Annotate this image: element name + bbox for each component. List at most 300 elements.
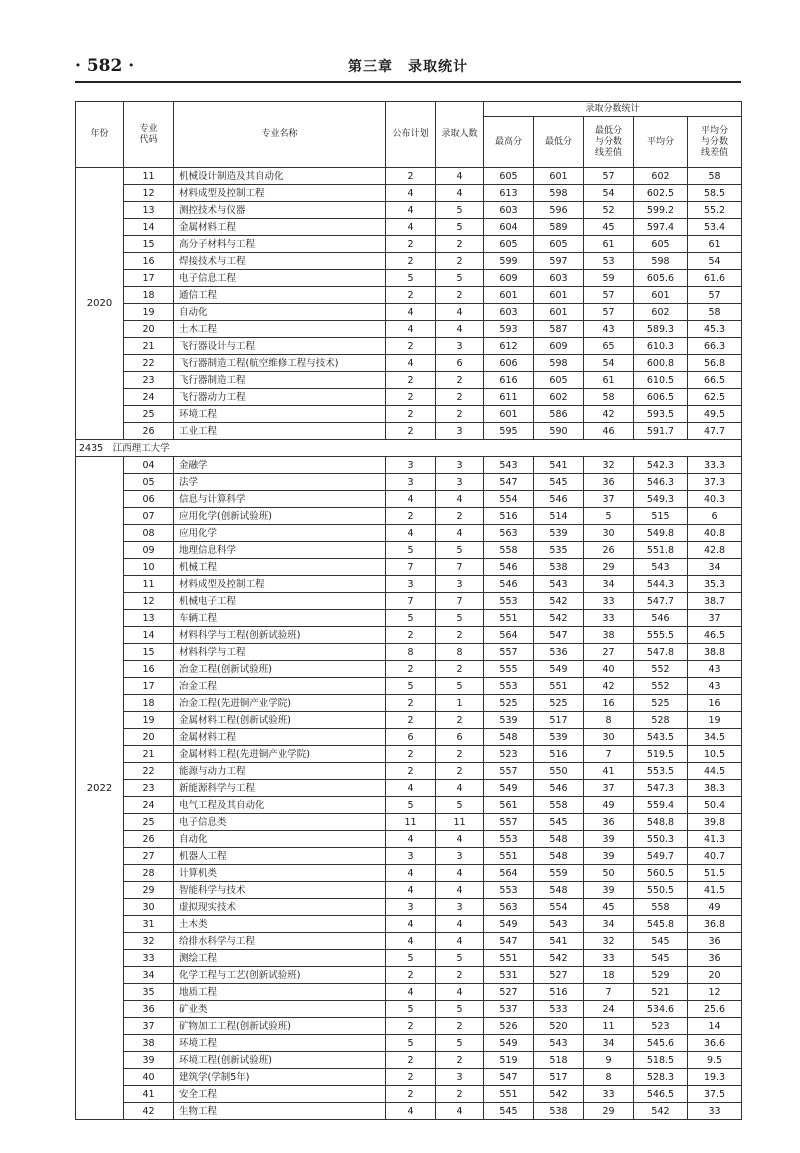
major-code: 31 bbox=[124, 916, 174, 933]
major-name: 金融学 bbox=[174, 457, 386, 474]
min-diff: 61 bbox=[584, 236, 634, 253]
page-header bbox=[75, 52, 741, 82]
major-name: 高分子材料与工程 bbox=[174, 236, 386, 253]
min-diff: 36 bbox=[584, 814, 634, 831]
major-name: 信息与计算科学 bbox=[174, 491, 386, 508]
avg-score: 602.5 bbox=[634, 185, 688, 202]
major-code: 14 bbox=[124, 627, 174, 644]
avg-score: 552 bbox=[634, 661, 688, 678]
major-code: 22 bbox=[124, 763, 174, 780]
enrolled-count: 5 bbox=[436, 610, 484, 627]
table-row bbox=[76, 185, 742, 202]
avg-diff: 61 bbox=[688, 236, 742, 253]
avg-diff: 61.6 bbox=[688, 270, 742, 287]
enrolled-count: 2 bbox=[436, 372, 484, 389]
min-score: 545 bbox=[534, 474, 584, 491]
min-diff: 39 bbox=[584, 848, 634, 865]
max-score: 549 bbox=[484, 780, 534, 797]
max-score: 551 bbox=[484, 610, 534, 627]
table-row bbox=[76, 202, 742, 219]
min-score: 539 bbox=[534, 729, 584, 746]
max-score: 549 bbox=[484, 916, 534, 933]
min-score: 590 bbox=[534, 423, 584, 440]
avg-diff: 35.3 bbox=[688, 576, 742, 593]
table-row bbox=[76, 287, 742, 304]
avg-diff: 54 bbox=[688, 253, 742, 270]
plan-count: 3 bbox=[386, 576, 436, 593]
avg-score: 525 bbox=[634, 695, 688, 712]
avg-score: 529 bbox=[634, 967, 688, 984]
max-score: 612 bbox=[484, 338, 534, 355]
table-row bbox=[76, 304, 742, 321]
min-score: 596 bbox=[534, 202, 584, 219]
enrolled-count: 11 bbox=[436, 814, 484, 831]
major-name: 应用化学 bbox=[174, 525, 386, 542]
enrolled-count: 5 bbox=[436, 542, 484, 559]
major-code: 18 bbox=[124, 695, 174, 712]
major-name: 智能科学与技术 bbox=[174, 882, 386, 899]
major-name: 生物工程 bbox=[174, 1103, 386, 1120]
major-name: 新能源科学与工程 bbox=[174, 780, 386, 797]
avg-diff: 53.4 bbox=[688, 219, 742, 236]
enrolled-count: 4 bbox=[436, 304, 484, 321]
min-score: 516 bbox=[534, 984, 584, 1001]
major-name: 冶金工程(创新试验班) bbox=[174, 661, 386, 678]
max-score: 546 bbox=[484, 576, 534, 593]
header-score-group: 录取分数统计 bbox=[484, 102, 742, 117]
avg-diff: 66.3 bbox=[688, 338, 742, 355]
major-code: 18 bbox=[124, 287, 174, 304]
avg-score: 555.5 bbox=[634, 627, 688, 644]
max-score: 531 bbox=[484, 967, 534, 984]
major-code: 39 bbox=[124, 1052, 174, 1069]
plan-count: 2 bbox=[386, 1052, 436, 1069]
avg-score: 542.3 bbox=[634, 457, 688, 474]
enrolled-count: 3 bbox=[436, 848, 484, 865]
major-name: 能源与动力工程 bbox=[174, 763, 386, 780]
major-name: 虚拟现实技术 bbox=[174, 899, 386, 916]
table-row bbox=[76, 1001, 742, 1018]
major-name: 通信工程 bbox=[174, 287, 386, 304]
major-code: 12 bbox=[124, 593, 174, 610]
max-score: 553 bbox=[484, 678, 534, 695]
major-name: 焊接技术与工程 bbox=[174, 253, 386, 270]
min-diff: 30 bbox=[584, 525, 634, 542]
plan-count: 2 bbox=[386, 746, 436, 763]
header-plan: 公布计划 bbox=[386, 102, 436, 168]
major-code: 19 bbox=[124, 304, 174, 321]
table-row bbox=[76, 525, 742, 542]
min-score: 601 bbox=[534, 304, 584, 321]
major-code: 28 bbox=[124, 865, 174, 882]
avg-score: 542 bbox=[634, 1103, 688, 1120]
min-diff: 29 bbox=[584, 1103, 634, 1120]
table-row bbox=[76, 695, 742, 712]
header-min-diff: 最低分 与分数 线差值 bbox=[584, 117, 634, 168]
major-name: 车辆工程 bbox=[174, 610, 386, 627]
major-code: 21 bbox=[124, 338, 174, 355]
max-score: 553 bbox=[484, 831, 534, 848]
max-score: 546 bbox=[484, 559, 534, 576]
major-code: 17 bbox=[124, 678, 174, 695]
avg-diff: 55.2 bbox=[688, 202, 742, 219]
plan-count: 5 bbox=[386, 1035, 436, 1052]
enrolled-count: 4 bbox=[436, 185, 484, 202]
min-diff: 42 bbox=[584, 406, 634, 423]
major-code: 41 bbox=[124, 1086, 174, 1103]
table-row bbox=[76, 831, 742, 848]
major-code: 06 bbox=[124, 491, 174, 508]
min-diff: 33 bbox=[584, 610, 634, 627]
avg-score: 559.4 bbox=[634, 797, 688, 814]
min-diff: 16 bbox=[584, 695, 634, 712]
major-name: 地理信息科学 bbox=[174, 542, 386, 559]
max-score: 599 bbox=[484, 253, 534, 270]
enrolled-count: 5 bbox=[436, 950, 484, 967]
enrolled-count: 7 bbox=[436, 559, 484, 576]
avg-score: 602 bbox=[634, 304, 688, 321]
avg-score: 547.8 bbox=[634, 644, 688, 661]
min-score: 605 bbox=[534, 236, 584, 253]
min-score: 598 bbox=[534, 355, 584, 372]
table-row bbox=[76, 372, 742, 389]
avg-score: 547.3 bbox=[634, 780, 688, 797]
min-diff: 34 bbox=[584, 1035, 634, 1052]
min-score: 550 bbox=[534, 763, 584, 780]
min-diff: 37 bbox=[584, 491, 634, 508]
enrolled-count: 4 bbox=[436, 933, 484, 950]
major-name: 材料成型及控制工程 bbox=[174, 185, 386, 202]
table-row bbox=[76, 1035, 742, 1052]
major-code: 17 bbox=[124, 270, 174, 287]
min-diff: 57 bbox=[584, 304, 634, 321]
avg-score: 593.5 bbox=[634, 406, 688, 423]
table-row bbox=[76, 168, 742, 185]
major-name: 材料科学与工程 bbox=[174, 644, 386, 661]
min-diff: 57 bbox=[584, 168, 634, 185]
min-score: 536 bbox=[534, 644, 584, 661]
min-diff: 39 bbox=[584, 882, 634, 899]
major-code: 26 bbox=[124, 423, 174, 440]
avg-diff: 50.4 bbox=[688, 797, 742, 814]
avg-score: 589.3 bbox=[634, 321, 688, 338]
max-score: 564 bbox=[484, 865, 534, 882]
major-name: 给排水科学与工程 bbox=[174, 933, 386, 950]
avg-score: 523 bbox=[634, 1018, 688, 1035]
table-row bbox=[76, 797, 742, 814]
max-score: 537 bbox=[484, 1001, 534, 1018]
major-name: 冶金工程 bbox=[174, 678, 386, 695]
max-score: 593 bbox=[484, 321, 534, 338]
major-name: 电子信息工程 bbox=[174, 270, 386, 287]
enrolled-count: 2 bbox=[436, 712, 484, 729]
min-diff: 45 bbox=[584, 899, 634, 916]
min-score: 546 bbox=[534, 491, 584, 508]
plan-count: 4 bbox=[386, 865, 436, 882]
min-diff: 32 bbox=[584, 457, 634, 474]
min-diff: 33 bbox=[584, 950, 634, 967]
min-diff: 7 bbox=[584, 984, 634, 1001]
min-score: 535 bbox=[534, 542, 584, 559]
major-name: 建筑学(学制5年) bbox=[174, 1069, 386, 1086]
major-name: 工业工程 bbox=[174, 423, 386, 440]
table-row bbox=[76, 780, 742, 797]
avg-diff: 38.7 bbox=[688, 593, 742, 610]
avg-diff: 62.5 bbox=[688, 389, 742, 406]
major-name: 金属材料工程(先进铜产业学院) bbox=[174, 746, 386, 763]
min-score: 551 bbox=[534, 678, 584, 695]
header-max: 最高分 bbox=[484, 117, 534, 168]
enrolled-count: 2 bbox=[436, 389, 484, 406]
avg-score: 599.2 bbox=[634, 202, 688, 219]
major-name: 飞行器制造工程 bbox=[174, 372, 386, 389]
min-score: 539 bbox=[534, 525, 584, 542]
major-name: 机械电子工程 bbox=[174, 593, 386, 610]
min-diff: 9 bbox=[584, 1052, 634, 1069]
enrolled-count: 5 bbox=[436, 678, 484, 695]
major-name: 金属材料工程 bbox=[174, 729, 386, 746]
min-score: 559 bbox=[534, 865, 584, 882]
plan-count: 6 bbox=[386, 729, 436, 746]
avg-diff: 38.8 bbox=[688, 644, 742, 661]
avg-score: 518.5 bbox=[634, 1052, 688, 1069]
plan-count: 5 bbox=[386, 797, 436, 814]
max-score: 553 bbox=[484, 882, 534, 899]
major-code: 10 bbox=[124, 559, 174, 576]
max-score: 527 bbox=[484, 984, 534, 1001]
avg-score: 545.8 bbox=[634, 916, 688, 933]
avg-diff: 25.6 bbox=[688, 1001, 742, 1018]
enrolled-count: 5 bbox=[436, 202, 484, 219]
avg-score: 548.8 bbox=[634, 814, 688, 831]
avg-diff: 38.3 bbox=[688, 780, 742, 797]
min-diff: 38 bbox=[584, 627, 634, 644]
major-name: 机械设计制造及其自动化 bbox=[174, 168, 386, 185]
major-name: 冶金工程(先进铜产业学院) bbox=[174, 695, 386, 712]
major-code: 25 bbox=[124, 406, 174, 423]
max-score: 557 bbox=[484, 644, 534, 661]
major-code: 42 bbox=[124, 1103, 174, 1120]
max-score: 547 bbox=[484, 933, 534, 950]
avg-score: 545.6 bbox=[634, 1035, 688, 1052]
avg-score: 605.6 bbox=[634, 270, 688, 287]
avg-score: 545 bbox=[634, 950, 688, 967]
avg-diff: 43 bbox=[688, 661, 742, 678]
major-code: 33 bbox=[124, 950, 174, 967]
min-score: 605 bbox=[534, 372, 584, 389]
avg-diff: 34 bbox=[688, 559, 742, 576]
max-score: 561 bbox=[484, 797, 534, 814]
avg-score: 546.5 bbox=[634, 1086, 688, 1103]
major-code: 16 bbox=[124, 253, 174, 270]
plan-count: 2 bbox=[386, 253, 436, 270]
avg-diff: 40.8 bbox=[688, 525, 742, 542]
enrolled-count: 4 bbox=[436, 491, 484, 508]
table-row bbox=[76, 474, 742, 491]
major-code: 40 bbox=[124, 1069, 174, 1086]
table-row bbox=[76, 950, 742, 967]
enrolled-count: 2 bbox=[436, 1018, 484, 1035]
avg-score: 515 bbox=[634, 508, 688, 525]
avg-diff: 47.7 bbox=[688, 423, 742, 440]
avg-score: 550.5 bbox=[634, 882, 688, 899]
table-row bbox=[76, 219, 742, 236]
max-score: 526 bbox=[484, 1018, 534, 1035]
major-name: 飞行器设计与工程 bbox=[174, 338, 386, 355]
enrolled-count: 2 bbox=[436, 1086, 484, 1103]
table-row bbox=[76, 984, 742, 1001]
enrolled-count: 4 bbox=[436, 865, 484, 882]
table-row bbox=[76, 729, 742, 746]
table-row bbox=[76, 270, 742, 287]
plan-count: 2 bbox=[386, 763, 436, 780]
plan-count: 8 bbox=[386, 644, 436, 661]
avg-diff: 36 bbox=[688, 933, 742, 950]
plan-count: 4 bbox=[386, 525, 436, 542]
avg-diff: 19.3 bbox=[688, 1069, 742, 1086]
min-diff: 5 bbox=[584, 508, 634, 525]
enrolled-count: 4 bbox=[436, 1103, 484, 1120]
avg-diff: 20 bbox=[688, 967, 742, 984]
plan-count: 2 bbox=[386, 406, 436, 423]
major-name: 测控技术与仪器 bbox=[174, 202, 386, 219]
avg-score: 549.8 bbox=[634, 525, 688, 542]
min-diff: 49 bbox=[584, 797, 634, 814]
min-diff: 37 bbox=[584, 780, 634, 797]
plan-count: 5 bbox=[386, 1001, 436, 1018]
max-score: 613 bbox=[484, 185, 534, 202]
min-diff: 11 bbox=[584, 1018, 634, 1035]
table-row bbox=[76, 763, 742, 780]
avg-diff: 40.3 bbox=[688, 491, 742, 508]
max-score: 523 bbox=[484, 746, 534, 763]
school-row bbox=[76, 440, 742, 457]
min-diff: 61 bbox=[584, 372, 634, 389]
major-code: 12 bbox=[124, 185, 174, 202]
table-row bbox=[76, 865, 742, 882]
avg-diff: 37 bbox=[688, 610, 742, 627]
min-score: 558 bbox=[534, 797, 584, 814]
table-row bbox=[76, 882, 742, 899]
header-min: 最低分 bbox=[534, 117, 584, 168]
major-code: 35 bbox=[124, 984, 174, 1001]
avg-diff: 36.6 bbox=[688, 1035, 742, 1052]
max-score: 563 bbox=[484, 899, 534, 916]
major-code: 14 bbox=[124, 219, 174, 236]
avg-diff: 51.5 bbox=[688, 865, 742, 882]
major-code: 08 bbox=[124, 525, 174, 542]
max-score: 557 bbox=[484, 763, 534, 780]
max-score: 548 bbox=[484, 729, 534, 746]
major-name: 地质工程 bbox=[174, 984, 386, 1001]
plan-count: 2 bbox=[386, 508, 436, 525]
min-score: 589 bbox=[534, 219, 584, 236]
plan-count: 2 bbox=[386, 236, 436, 253]
enrolled-count: 3 bbox=[436, 576, 484, 593]
table-row bbox=[76, 406, 742, 423]
min-diff: 43 bbox=[584, 321, 634, 338]
enrolled-count: 6 bbox=[436, 355, 484, 372]
avg-diff: 37.5 bbox=[688, 1086, 742, 1103]
year-cell: 2020 bbox=[76, 168, 124, 440]
avg-score: 605 bbox=[634, 236, 688, 253]
enrolled-count: 4 bbox=[436, 780, 484, 797]
min-diff: 18 bbox=[584, 967, 634, 984]
header-year: 年份 bbox=[76, 102, 124, 168]
avg-diff: 12 bbox=[688, 984, 742, 1001]
major-code: 22 bbox=[124, 355, 174, 372]
major-code: 04 bbox=[124, 457, 174, 474]
max-score: 563 bbox=[484, 525, 534, 542]
enrolled-count: 2 bbox=[436, 253, 484, 270]
avg-diff: 58.5 bbox=[688, 185, 742, 202]
avg-score: 606.5 bbox=[634, 389, 688, 406]
page-number: · 582 · bbox=[75, 56, 135, 76]
enrolled-count: 6 bbox=[436, 729, 484, 746]
table-row bbox=[76, 542, 742, 559]
major-name: 电气工程及其自动化 bbox=[174, 797, 386, 814]
plan-count: 2 bbox=[386, 423, 436, 440]
min-score: 587 bbox=[534, 321, 584, 338]
min-score: 548 bbox=[534, 848, 584, 865]
avg-score: 544.3 bbox=[634, 576, 688, 593]
major-name: 矿物加工工程(创新试验班) bbox=[174, 1018, 386, 1035]
major-name: 自动化 bbox=[174, 304, 386, 321]
avg-score: 600.8 bbox=[634, 355, 688, 372]
major-code: 15 bbox=[124, 236, 174, 253]
max-score: 604 bbox=[484, 219, 534, 236]
major-code: 37 bbox=[124, 1018, 174, 1035]
max-score: 557 bbox=[484, 814, 534, 831]
plan-count: 4 bbox=[386, 304, 436, 321]
plan-count: 2 bbox=[386, 661, 436, 678]
min-diff: 41 bbox=[584, 763, 634, 780]
enrolled-count: 5 bbox=[436, 1035, 484, 1052]
enrolled-count: 2 bbox=[436, 661, 484, 678]
table-row bbox=[76, 610, 742, 627]
major-code: 23 bbox=[124, 780, 174, 797]
plan-count: 2 bbox=[386, 372, 436, 389]
avg-diff: 39.8 bbox=[688, 814, 742, 831]
min-diff: 50 bbox=[584, 865, 634, 882]
table-row bbox=[76, 627, 742, 644]
avg-score: 591.7 bbox=[634, 423, 688, 440]
table-row bbox=[76, 712, 742, 729]
avg-diff: 19 bbox=[688, 712, 742, 729]
max-score: 551 bbox=[484, 848, 534, 865]
min-score: 518 bbox=[534, 1052, 584, 1069]
min-score: 597 bbox=[534, 253, 584, 270]
table-row bbox=[76, 508, 742, 525]
admission-statistics-table bbox=[75, 101, 742, 1120]
max-score: 616 bbox=[484, 372, 534, 389]
min-diff: 65 bbox=[584, 338, 634, 355]
plan-count: 2 bbox=[386, 1018, 436, 1035]
major-name: 金属材料工程(创新试验班) bbox=[174, 712, 386, 729]
avg-diff: 9.5 bbox=[688, 1052, 742, 1069]
avg-diff: 57 bbox=[688, 287, 742, 304]
enrolled-count: 2 bbox=[436, 627, 484, 644]
min-score: 517 bbox=[534, 712, 584, 729]
plan-count: 2 bbox=[386, 712, 436, 729]
avg-score: 528 bbox=[634, 712, 688, 729]
major-name: 安全工程 bbox=[174, 1086, 386, 1103]
major-code: 07 bbox=[124, 508, 174, 525]
plan-count: 4 bbox=[386, 355, 436, 372]
major-name: 材料成型及控制工程 bbox=[174, 576, 386, 593]
major-name: 环境工程(创新试验班) bbox=[174, 1052, 386, 1069]
table-row bbox=[76, 593, 742, 610]
